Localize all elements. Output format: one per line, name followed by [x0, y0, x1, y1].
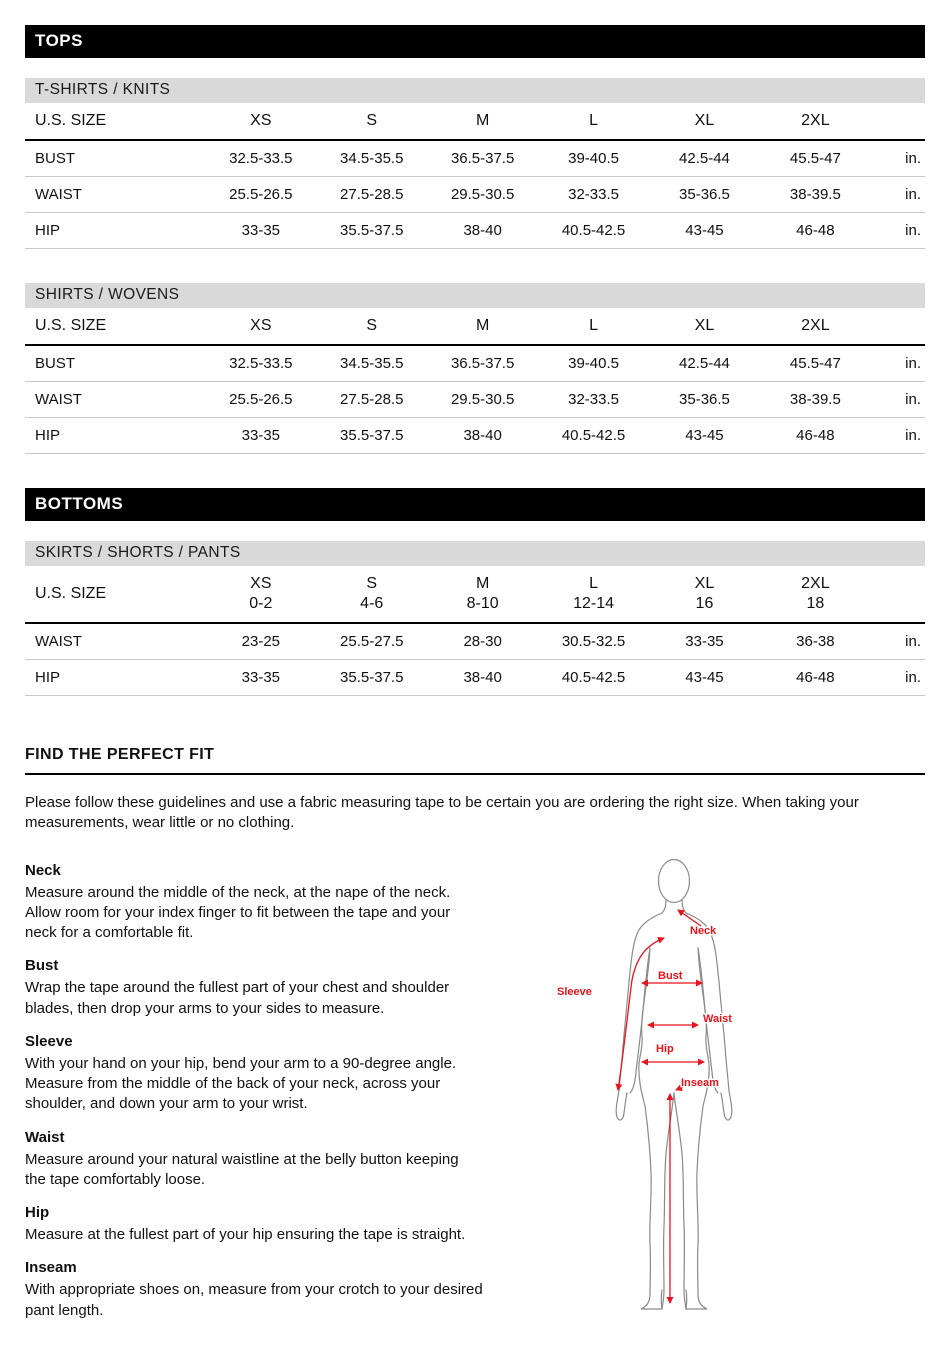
- size-number-range: 8-10: [466, 595, 499, 613]
- diagram-label-waist: Waist: [703, 1012, 732, 1025]
- measurement-label: BUST: [35, 149, 76, 167]
- size-col-header: [205, 566, 316, 624]
- subsection-header-skirts-shorts-pants: SKIRTS / SHORTS / PANTS: [25, 541, 925, 566]
- measurement-value: 27.5-28.5: [340, 185, 404, 203]
- unit-label: in.: [905, 354, 921, 372]
- measurement-diagram-panel: [483, 848, 925, 1330]
- measurement-value: 29.5-30.5: [450, 185, 515, 203]
- size-letter: L: [589, 112, 598, 129]
- size-number-range: 12-14: [573, 595, 614, 613]
- size-col-header: [205, 308, 316, 345]
- measurement-value: 39-40.5: [568, 149, 619, 167]
- measurement-value: 25.5-26.5: [229, 390, 293, 408]
- measurement-value: 38-39.5: [789, 185, 841, 203]
- fit-item-neck: [25, 862, 483, 944]
- size-letter: 2XL: [801, 112, 830, 129]
- size-table-shirts-wovens: [25, 308, 925, 454]
- size-table: [25, 566, 925, 697]
- size-table: [25, 103, 925, 249]
- measurement-row: [25, 660, 925, 696]
- measurement-value: 45.5-47: [789, 149, 841, 167]
- size-letter: L: [589, 316, 598, 334]
- size-letter: S: [366, 316, 378, 334]
- fit-item-hip: [25, 1204, 483, 1245]
- measurement-value: 40.5-42.5: [561, 669, 626, 687]
- measurement-value: 36.5-37.5: [450, 149, 515, 167]
- unit-label: in.: [905, 390, 921, 408]
- measurement-value: 34.5-35.5: [340, 149, 404, 167]
- size-letter: M: [475, 112, 490, 129]
- measurement-value: 40.5-42.5: [561, 426, 626, 444]
- size-number-range: 16: [695, 595, 714, 613]
- measurement-value: 35.5-37.5: [340, 669, 404, 687]
- measurement-row: [25, 140, 925, 177]
- measurement-row: [25, 417, 925, 453]
- fit-item-inseam: [25, 1259, 483, 1321]
- size-letter: M: [475, 574, 490, 592]
- measurement-value: 42.5-44: [679, 149, 730, 167]
- subsection-header-tshirts-knits: T-SHIRTS / KNITS: [25, 78, 925, 103]
- measurement-value: 35-36.5: [679, 185, 730, 203]
- measurement-row: [25, 381, 925, 417]
- subsection-header-shirts-wovens: SHIRTS / WOVENS: [25, 283, 925, 308]
- table-section-skirts-shorts-pants: [25, 541, 925, 697]
- size-col-header: [427, 566, 538, 624]
- measurement-label: WAIST: [35, 633, 82, 651]
- measurement-value: 32-33.5: [568, 390, 619, 408]
- size-col-header: [538, 566, 649, 624]
- measurement-value: 38-40: [463, 221, 502, 239]
- size-letter: M: [475, 316, 490, 334]
- measurement-value: 32.5-33.5: [229, 149, 293, 167]
- measurement-value: 39-40.5: [568, 354, 619, 372]
- measurement-value: 43-45: [685, 426, 724, 444]
- measurement-value: 43-45: [685, 669, 724, 687]
- sleeve-arrow: [618, 938, 664, 1090]
- size-letter: XL: [694, 112, 715, 129]
- us-size-label: U.S. SIZE: [35, 317, 107, 335]
- section-header-tops: TOPS: [25, 25, 925, 58]
- measurement-value: 25.5-26.5: [229, 185, 293, 203]
- measurement-value: 33-35: [241, 426, 281, 444]
- fit-item-sleeve-heading: Sleeve: [25, 1032, 73, 1050]
- size-number-range: 4-6: [360, 595, 384, 613]
- size-letter: XS: [250, 574, 272, 592]
- measurement-value: 46-48: [796, 221, 835, 239]
- fit-item-neck-heading: Neck: [25, 861, 61, 879]
- fit-item-hip-heading: Hip: [25, 1204, 50, 1222]
- measurement-value: 38-40: [463, 426, 502, 444]
- size-letter: S: [366, 574, 378, 592]
- size-col-header: [427, 103, 538, 140]
- size-letter: XS: [250, 112, 272, 129]
- fit-guide-title: FIND THE PERFECT FIT: [25, 746, 925, 775]
- measurement-value: 35.5-37.5: [340, 426, 404, 444]
- unit-header: [871, 308, 925, 345]
- size-col-header: [538, 103, 649, 140]
- measurement-value: 27.5-28.5: [340, 390, 404, 408]
- measurement-value: 40.5-42.5: [561, 221, 626, 239]
- measurement-value: 30.5-32.5: [561, 633, 626, 651]
- fit-item-bust-text: Wrap the tape around the fullest part of your chest and shoulder blades, then drop your arms to your sides to measure.: [25, 979, 450, 1017]
- size-col-header: [316, 308, 427, 345]
- measurement-value: 23-25: [241, 633, 281, 651]
- measurement-label: WAIST: [35, 185, 82, 203]
- measurement-value: 32-33.5: [568, 185, 619, 203]
- measurement-label: HIP: [35, 426, 61, 444]
- size-number-range: 18: [806, 595, 825, 613]
- size-table-skirts-shorts-pants: [25, 566, 925, 697]
- measurement-row: [25, 623, 925, 660]
- measurement-label: HIP: [35, 669, 61, 687]
- size-col-header: [649, 566, 760, 624]
- diagram-label-inseam: Inseam: [681, 1076, 719, 1089]
- unit-label: in.: [905, 221, 921, 239]
- measurement-value: 42.5-44: [679, 354, 730, 372]
- fit-item-sleeve-text: With your hand on your hip, bend your arm to a 90-degree angle. Measure from the middle of the back of your neck, across your shoulder, and down your arm to your wrist.: [25, 1054, 457, 1113]
- measurement-value: 45.5-47: [789, 354, 841, 372]
- size-table-tshirts-knits: [25, 103, 925, 249]
- fit-item-sleeve: [25, 1033, 483, 1115]
- unit-label: in.: [905, 426, 921, 444]
- fit-guide-intro: Please follow these guidelines and use a fabric measuring tape to be certain you are ordering the right size. When taking your measurements, wear little or no clothing.: [25, 794, 859, 832]
- unit-label: in.: [905, 185, 921, 203]
- unit-header: [871, 103, 925, 140]
- size-col-header: [760, 566, 871, 624]
- measurement-value: 35.5-37.5: [340, 221, 404, 239]
- fit-item-waist-text: Measure around your natural waistline at the belly button keeping the tape comfortably loose.: [25, 1150, 459, 1188]
- neck-arrow: [678, 910, 701, 926]
- diagram-label-bust: Bust: [658, 969, 683, 982]
- measurement-value: 46-48: [796, 669, 835, 687]
- fit-item-inseam-text: With appropriate shoes on, measure from your crotch to your desired pant length.: [25, 1281, 483, 1319]
- measurement-row: [25, 345, 925, 382]
- unit-label: in.: [905, 633, 921, 651]
- measurement-value: 36-38: [796, 633, 835, 651]
- fit-item-waist-heading: Waist: [25, 1128, 65, 1146]
- size-col-header: [760, 308, 871, 345]
- measurement-label: BUST: [35, 354, 76, 372]
- size-header-row: [25, 103, 925, 140]
- size-table: [25, 308, 925, 454]
- size-number-range: 0-2: [249, 595, 273, 613]
- size-letter: XS: [250, 316, 272, 334]
- measurement-value: 38-40: [463, 669, 502, 687]
- size-letter: 2XL: [801, 316, 830, 334]
- measurement-value: 38-39.5: [789, 390, 841, 408]
- size-header-row: [25, 308, 925, 345]
- measurement-value: 32.5-33.5: [229, 354, 293, 372]
- measurement-row: [25, 176, 925, 212]
- size-col-header: [205, 103, 316, 140]
- size-col-header: [538, 308, 649, 345]
- us-size-label: U.S. SIZE: [35, 112, 107, 130]
- measurement-label: WAIST: [35, 390, 82, 408]
- measurement-row: [25, 212, 925, 248]
- measurement-value: 29.5-30.5: [450, 390, 515, 408]
- fit-item-bust: [25, 957, 483, 1019]
- size-letter: L: [589, 574, 598, 592]
- size-letter: S: [366, 112, 378, 129]
- size-header-row: [25, 566, 925, 624]
- size-col-header: [427, 308, 538, 345]
- fit-guide-columns: [25, 848, 925, 1330]
- measurement-value: 33-35: [241, 221, 281, 239]
- size-letter: XL: [694, 316, 715, 334]
- measurement-value: 28-30: [463, 633, 502, 651]
- table-section-tshirts-knits: [25, 78, 925, 249]
- unit-header: [871, 566, 925, 624]
- measurement-value: 43-45: [685, 221, 724, 239]
- measurement-value: 33-35: [685, 633, 724, 651]
- measurement-value: 33-35: [241, 669, 281, 687]
- fit-item-bust-heading: Bust: [25, 957, 59, 975]
- diagram-label-neck: Neck: [690, 924, 717, 937]
- unit-label: in.: [905, 669, 921, 687]
- diagram-label-hip: Hip: [656, 1042, 674, 1055]
- size-letter: XL: [694, 574, 715, 592]
- measurement-value: 34.5-35.5: [340, 354, 404, 372]
- size-col-header: [760, 103, 871, 140]
- measurement-value: 46-48: [796, 426, 835, 444]
- measurement-value: 36.5-37.5: [450, 354, 515, 372]
- unit-label: in.: [905, 149, 921, 167]
- fit-guide-instructions: [25, 848, 483, 1321]
- size-col-header: [649, 103, 760, 140]
- fit-item-neck-text: Measure around the middle of the neck, at the nape of the neck. Allow room for your index finger to fit between the tape and your neck for a comfortable fit.: [25, 883, 451, 942]
- table-section-shirts-wovens: [25, 283, 925, 454]
- us-size-label: U.S. SIZE: [35, 585, 107, 603]
- section-header-bottoms: BOTTOMS: [25, 488, 925, 521]
- measurement-value: 25.5-27.5: [340, 633, 404, 651]
- fit-item-inseam-heading: Inseam: [25, 1259, 77, 1277]
- size-col-header: [316, 103, 427, 140]
- size-col-header: [316, 566, 427, 624]
- measurement-label: HIP: [35, 221, 61, 239]
- fit-item-waist: [25, 1129, 483, 1191]
- size-letter: 2XL: [801, 574, 830, 592]
- body-measurement-diagram: [544, 850, 864, 1330]
- measurement-value: 35-36.5: [679, 390, 730, 408]
- fit-item-hip-text: Measure at the fullest part of your hip ensuring the tape is straight.: [25, 1226, 466, 1244]
- diagram-label-sleeve: Sleeve: [557, 985, 592, 998]
- size-col-header: [649, 308, 760, 345]
